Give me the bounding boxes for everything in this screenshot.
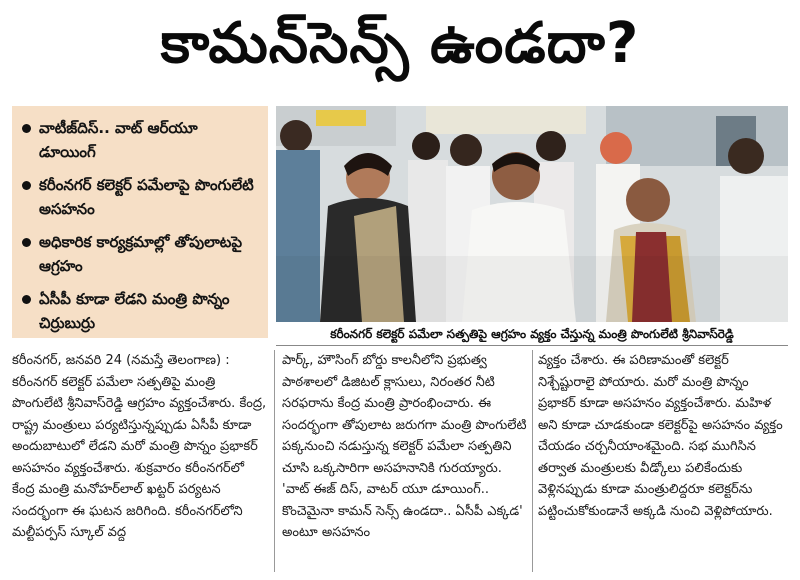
photo-illustration [276,106,788,322]
news-photo [276,106,788,322]
highlight-text: వాటీజ్‌దిస్.. వాట్ ఆర్‌యూ డూయింగ్ [39,119,198,161]
highlight-item [22,116,258,164]
highlight-text: అధికారిక కార్యక్రమాల్లో తోపులాటపై ఆగ్రహం [39,233,243,275]
photo-caption: కరీంనగర్ కలెక్టర్ పమేలా సత్పతిపై ఆగ్రహం వ్యక్తం చేస్తున్న మంత్రి పొంగులేటి శ్రీనివాస్‌రెడ్డి [276,322,788,346]
article-paragraph: పార్క్, హౌసింగ్ బోర్డు కాలనీలోని ప్రభుత్వ పాఠశాలలో డిజిటల్ క్లాసులు, నిరంతర నీటి సరఫరాను కేంద్ర మంత్రి ప్రారంభించారు. ఈ సందర్భంగా తోపులాట జరుగగా మంత్రి పొంగులేటి పక్కనుంచి నడుస్తున్న కలెక్టర్ పమేలా సత్పతిని చూసి ఒక్కసారిగా అసహనానికి గురయ్యారు. 'వాట్ ఈజ్ దిస్, వాటర్ యూ డూయింగ్.. కొంచెమైనా కామన్ సెన్స్ ఉండదా.. ఏసీపీ ఎక్కడ' అంటూ అసహనం [282,353,527,540]
article-column-3 [538,350,788,576]
highlight-item [22,230,258,278]
bullet-icon [22,181,31,190]
headline: కామన్‌సెన్స్ ఉండదా? [160,10,640,76]
column-divider [532,350,533,572]
highlight-item [22,287,258,335]
article-paragraph: వ్యక్తం చేశారు. ఈ పరిణామంతో కలెక్టర్ నిశ్చేష్టురాలై పోయారు. మరో మంత్రి పొన్నం ప్రభాకర్ కూడా అసహనం వ్యక్తంచేశారు. మహిళ అని కూడా చూడకుండా కలెక్టర్‌పై అసహనం వ్యక్తం చేయడం చర్చనీయాంశమైంది. సభ ముగిసిన తర్వాత మంత్రులకు వీడ్కోలు పలికేందుకు వెళ్లినప్పుడు కూడా మంత్రులిద్దరూ కలెక్టర్‌ను పట్టించుకోకుండానే అక్కడి నుంచి వెళ్లిపోయారు. [538,353,783,519]
article-column-1 [12,350,268,576]
article-paragraph: కరీంనగర్, జనవరి 24 (నమస్తే తెలంగాణ) : కరీంనగర్ కలెక్టర్ పమేలా సత్పతిపై మంత్రి పొంగులేటి శ్రీనివాస్‌రెడ్డి ఆగ్రహం వ్యక్తంచేశారు. కేంద్ర, రాష్ట్ర మంత్రులు పర్యటిస్తున్నప్పుడు ఏసీపీ కూడా అందుబాటులో లేడని మరో మంత్రి పొన్నం ప్రభాకర్ అసహనం వ్యక్తంచేశారు. శుక్రవారం కరీంనగర్‌లో కేంద్ర మంత్రి మనోహర్‌లాల్ ఖట్టర్ పర్యటన సందర్భంగా ఈ ఘటన జరిగింది. కరీంనగర్‌లోని మల్టీపర్పస్ స్కూల్ వద్ద [12,353,267,540]
bullet-icon [22,124,31,133]
article-column-2 [282,350,528,576]
highlight-text: కరీంనగర్ కలెక్టర్ పమేలాపై పొంగులేటి అసహనం [39,176,254,218]
highlights-box [12,106,268,338]
column-divider [274,350,275,572]
bullet-icon [22,238,31,247]
highlight-text: ఏసీపీ కూడా లేడని మంత్రి పొన్నం చిర్రుబుర్రు [39,290,230,332]
bullet-icon [22,295,31,304]
highlight-item [22,173,258,221]
